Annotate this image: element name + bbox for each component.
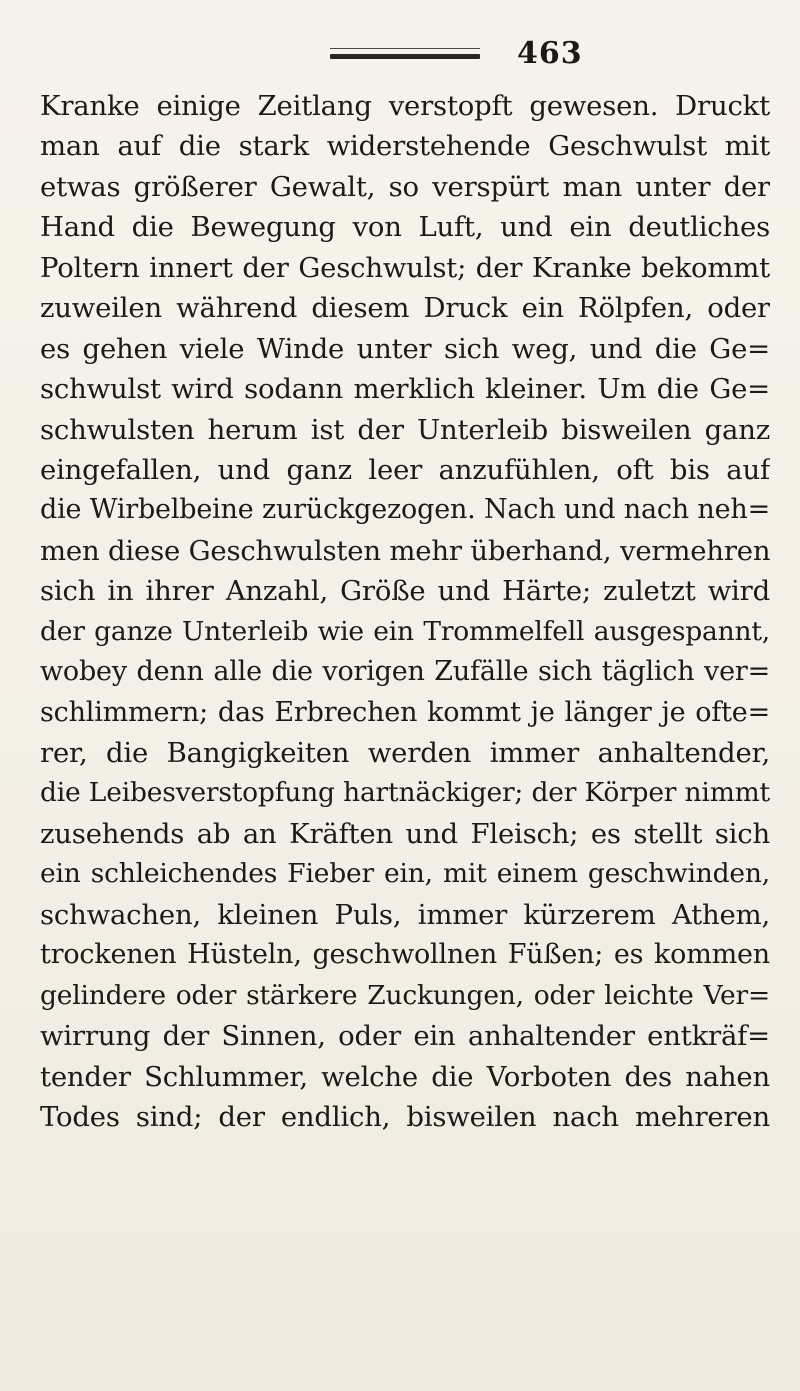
text-line: trockenen Hüsteln, geschwollnen Füßen; es kommen — [40, 939, 770, 971]
text-line: der ganze Unterleib wie ein Trommelfell ausgespannt, — [40, 615, 770, 647]
text-line: sich in ihrer Anzahl, Größe und Härte; zuletzt wird — [40, 575, 770, 608]
text-line: Poltern innert der Geschwulst; der Kranke bekommt — [40, 251, 770, 284]
text-line: Todes sind; der endlich, bisweilen nach mehreren — [40, 1100, 770, 1133]
text-line: es gehen viele Winde unter sich weg, und die Ge= — [40, 332, 770, 365]
text-line: zuweilen während diesem Druck ein Rölpfen, oder — [40, 292, 770, 325]
header-rule — [330, 54, 480, 59]
text-line: ein schleichendes Fieber ein, mit einem geschwinden, — [40, 858, 770, 890]
text-line: men diese Geschwulsten mehr überhand, vermehren — [40, 534, 770, 567]
text-line: schwulsten herum ist der Unterleib bisweilen ganz — [40, 413, 770, 446]
page-number: 463 — [517, 36, 583, 71]
text-line: Hand die Bewegung von Luft, und ein deutliches — [40, 211, 770, 244]
text-line: gelindere oder stärkere Zuckungen, oder leichte Ver= — [40, 979, 770, 1011]
text-line: zusehends ab an Kräften und Fleisch; es stellt sich — [40, 817, 770, 850]
text-line: wobey denn alle die vorigen Zufälle sich täglich ver= — [40, 656, 770, 688]
text-line: die Leibesverstopfung hartnäckiger; der Körper nimmt — [40, 777, 770, 809]
text-line: die Wirbelbeine zurückgezogen. Nach und nach neh= — [40, 494, 770, 526]
text-line: schwulst wird sodann merklich kleiner. Um die Ge= — [40, 373, 770, 406]
text-line: etwas größerer Gewalt, so verspürt man unter der — [40, 170, 770, 203]
text-line: tender Schlummer, welche die Vorboten des nahen — [40, 1060, 770, 1093]
text-line: schlimmern; das Erbrechen kommt je länger je ofte= — [40, 696, 770, 728]
text-line: eingefallen, und ganz leer anzufühlen, oft bis auf — [40, 453, 770, 486]
text-line: man auf die stark widerstehende Geschwulst mit — [40, 130, 770, 163]
text-line: wirrung der Sinnen, oder ein anhaltender entkräf= — [40, 1020, 770, 1053]
text-line: rer, die Bangigkeiten werden immer anhaltender, — [40, 737, 770, 769]
body-text — [40, 86, 770, 1137]
text-line: Kranke einige Zeitlang verstopft gewesen. Druckt — [40, 90, 770, 122]
text-line: schwachen, kleinen Puls, immer kürzerem Athem, — [40, 898, 770, 931]
